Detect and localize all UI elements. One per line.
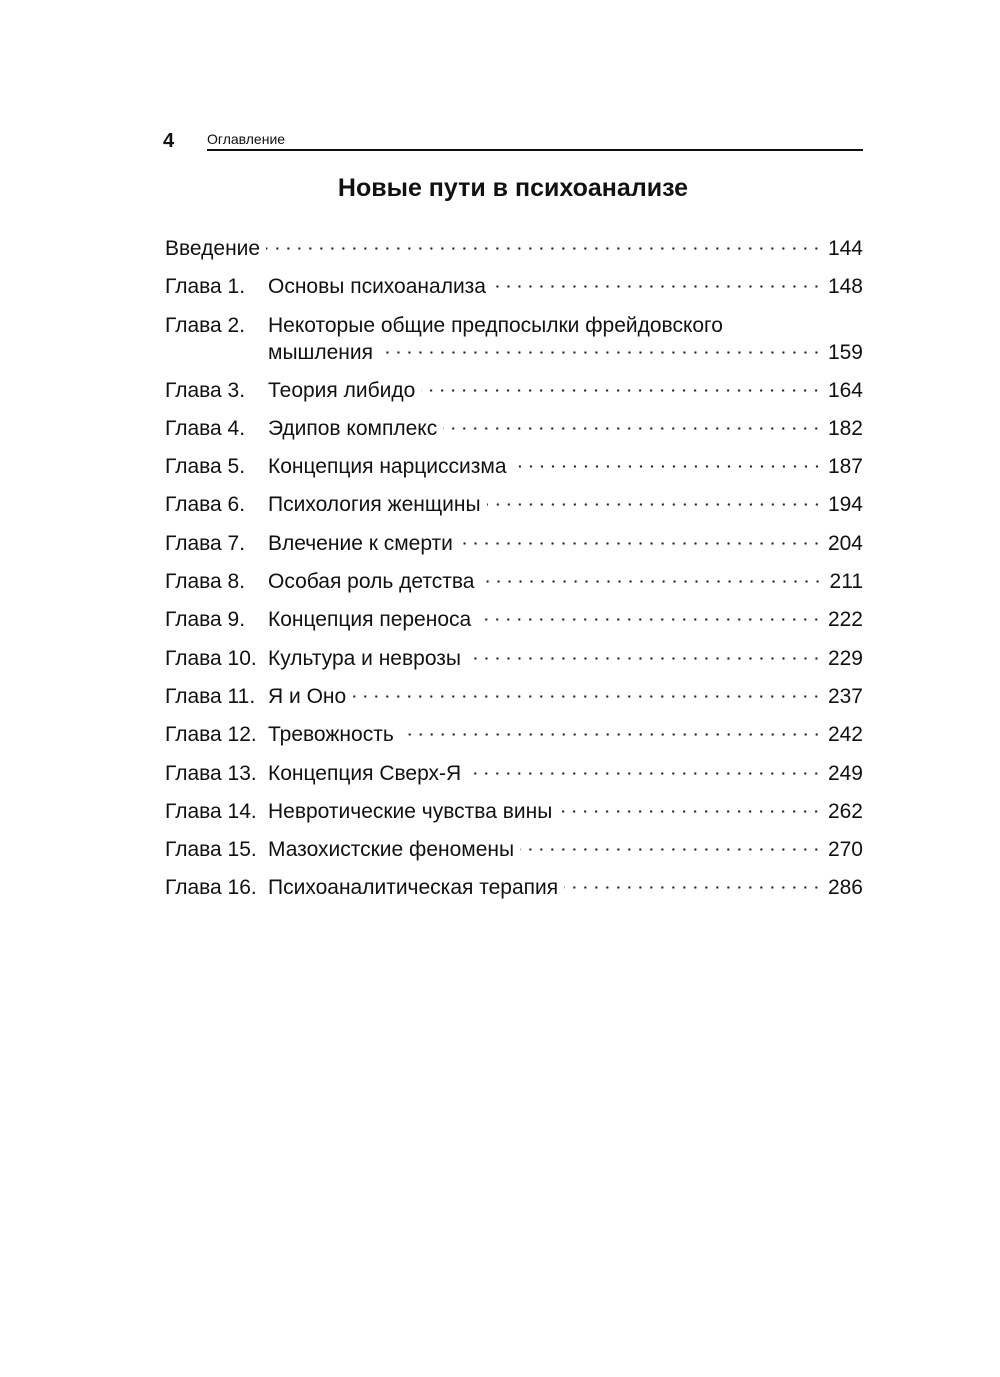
- toc-entry-page: 204: [827, 531, 863, 555]
- toc-chapter-label: Глава 13.: [165, 761, 257, 785]
- running-head: [163, 130, 863, 150]
- dot-leader: [379, 351, 822, 354]
- dot-leader: [459, 542, 822, 545]
- toc-entry-page: 187: [827, 455, 863, 479]
- toc-entry-chapter-5[interactable]: [165, 453, 863, 491]
- dot-leader: [400, 733, 822, 736]
- toc-entry-title: Эдипов комплекс: [268, 416, 438, 440]
- toc-entry-chapter-15[interactable]: [165, 836, 863, 874]
- dot-leader: [352, 695, 822, 698]
- toc-entry-chapter-7[interactable]: [165, 530, 863, 568]
- toc-entry-page: 164: [827, 378, 863, 402]
- page-number: 4: [163, 130, 175, 152]
- toc-entry-introduction[interactable]: [165, 235, 863, 273]
- toc-entry-chapter-6[interactable]: [165, 491, 863, 529]
- toc-entry-page: 194: [827, 493, 863, 517]
- toc-entry-chapter-11[interactable]: [165, 683, 863, 721]
- toc-chapter-label: Глава 5.: [165, 455, 246, 479]
- toc-entry-title-line1: Некоторые общие предпосылки фрейдовского: [268, 313, 723, 337]
- toc-entry-page: 270: [827, 838, 863, 862]
- toc-entry-chapter-12[interactable]: [165, 721, 863, 759]
- dot-leader: [564, 886, 822, 889]
- dot-leader: [487, 503, 822, 506]
- toc-entry-chapter-13[interactable]: [165, 760, 863, 798]
- toc-entry-page: 144: [827, 237, 863, 260]
- toc-chapter-label: Глава 15.: [165, 838, 257, 862]
- toc-entry-title: Культура и неврозы: [268, 646, 461, 670]
- toc-chapter-label: Глава 16.: [165, 876, 257, 900]
- toc-entry-page: 237: [827, 684, 863, 708]
- toc-entry-page: 229: [827, 646, 863, 670]
- dot-leader: [492, 285, 822, 288]
- toc-title: Новые пути в психоанализе: [337, 174, 689, 202]
- toc-entry-page: 242: [827, 723, 863, 747]
- toc-chapter-label: Глава 1.: [165, 275, 246, 299]
- toc-entry-title: Психология женщины: [268, 493, 481, 517]
- toc-entry-title: Концепция Сверх-Я: [268, 761, 462, 785]
- toc-entry-title: Основы психоанализа: [268, 275, 486, 299]
- toc-chapter-label: Глава 9.: [165, 608, 246, 632]
- toc-entry-title: Концепция переноса: [268, 608, 472, 632]
- toc-entry-title: Тревожность: [268, 723, 394, 747]
- toc-entry-title: Введение: [165, 237, 261, 260]
- toc-entry-title: Психоаналитическая терапия: [268, 876, 559, 900]
- toc-chapter-label: Глава 14.: [165, 799, 257, 823]
- toc-chapter-label: Глава 4.: [165, 416, 246, 440]
- toc-chapter-label: Глава 12.: [165, 723, 257, 747]
- toc-entry-page: 182: [827, 416, 863, 440]
- toc-entry-chapter-4[interactable]: [165, 415, 863, 453]
- toc-entry-title: мышления: [268, 340, 374, 364]
- dot-leader: [480, 580, 823, 583]
- toc-chapter-label: Глава 11.: [165, 684, 256, 708]
- toc-chapter-label: Глава 7.: [165, 531, 246, 555]
- dot-leader: [477, 618, 822, 621]
- toc-entry-page: 148: [827, 275, 863, 299]
- toc-entry-chapter-2[interactable]: [165, 312, 863, 377]
- toc-entry-chapter-1[interactable]: [165, 273, 863, 311]
- toc-chapter-label: Глава 6.: [165, 493, 246, 517]
- toc-entry-chapter-8[interactable]: [165, 568, 863, 606]
- toc-entry-chapter-14[interactable]: [165, 798, 863, 836]
- toc-entry-title: Я и Оно: [268, 684, 347, 708]
- toc-entry-chapter-3[interactable]: [165, 377, 863, 415]
- toc-entry-page: 159: [827, 340, 863, 364]
- toc-entry-chapter-9[interactable]: [165, 606, 863, 644]
- running-head-title: Оглавление: [207, 131, 286, 147]
- toc-entry-title: Невротические чувства вины: [268, 799, 553, 823]
- toc-entry-title: Влечение к смерти: [268, 531, 453, 555]
- toc-chapter-label: Глава 10.: [165, 646, 257, 670]
- table-of-contents: [165, 235, 863, 913]
- dot-leader: [443, 427, 822, 430]
- dot-leader: [266, 247, 822, 250]
- dot-leader: [520, 848, 822, 851]
- toc-entry-page: 211: [829, 570, 863, 594]
- toc-entry-page: 286: [827, 876, 863, 900]
- toc-entry-chapter-10[interactable]: [165, 645, 863, 683]
- dot-leader: [558, 810, 822, 813]
- dot-leader: [467, 657, 822, 660]
- toc-entry-title: Концепция нарциссизма: [268, 455, 507, 479]
- toc-entry-title: Мазохистские феномены: [268, 838, 515, 862]
- toc-entry-page: 262: [827, 799, 863, 823]
- dot-leader: [467, 772, 822, 775]
- toc-entry-page: 249: [827, 761, 863, 785]
- toc-chapter-label: Глава 8.: [165, 570, 246, 594]
- toc-entry-page: 222: [827, 608, 863, 632]
- toc-entry-title: Теория либидо: [268, 378, 416, 402]
- toc-chapter-label: Глава 2.: [165, 313, 246, 337]
- toc-entry-chapter-16[interactable]: [165, 874, 863, 912]
- dot-leader: [421, 389, 822, 392]
- toc-entry-title: Особая роль детства: [268, 570, 475, 594]
- toc-chapter-label: Глава 3.: [165, 378, 246, 402]
- dot-leader: [513, 465, 822, 468]
- header-rule: [207, 149, 863, 151]
